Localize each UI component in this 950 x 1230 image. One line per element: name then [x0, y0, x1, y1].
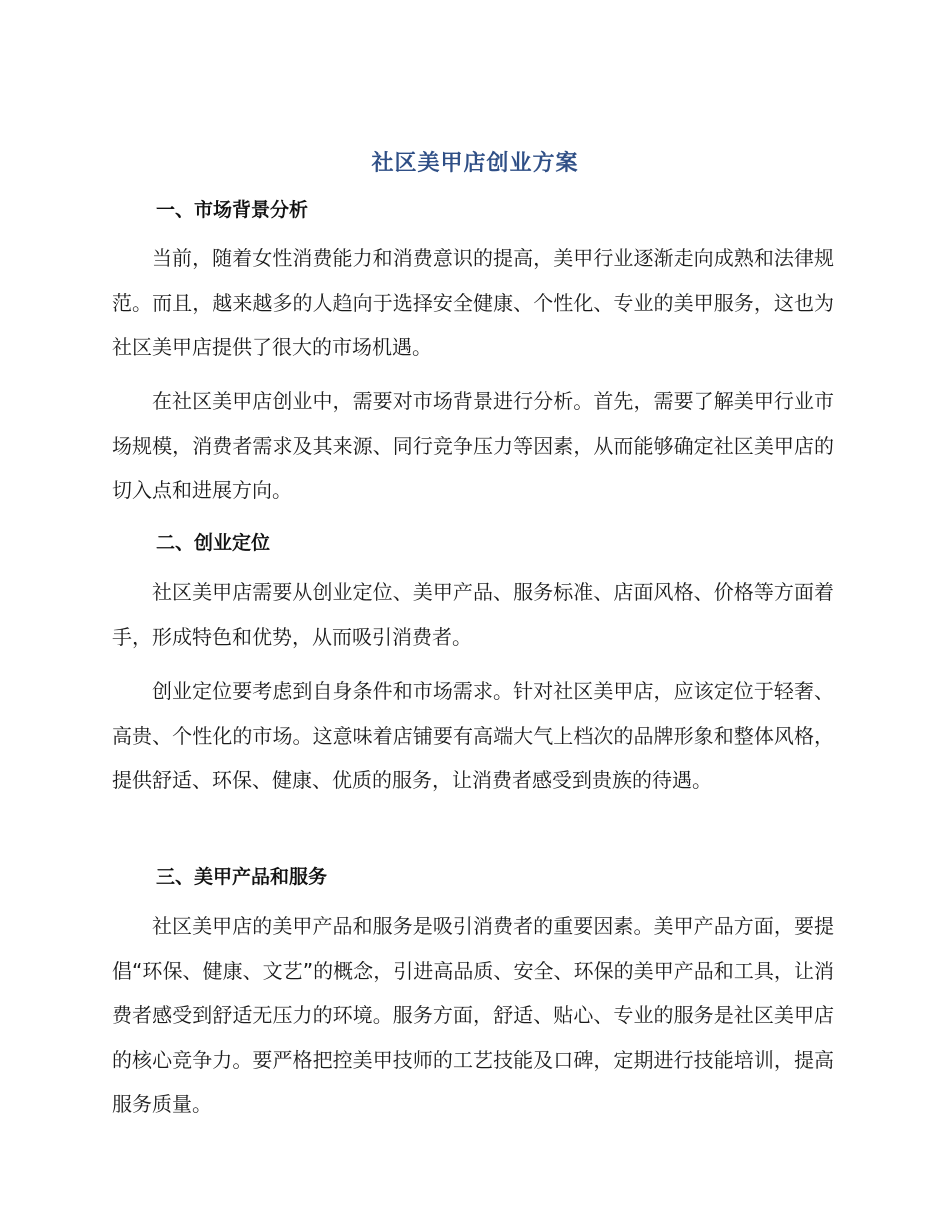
- document-title: 社区美甲店创业方案: [371, 151, 579, 176]
- paragraph: 社区美甲店需要从创业定位、美甲产品、服务标准、店面风格、价格等方面着手，形成特色和优势，从而吸引消费者。: [112, 580, 834, 649]
- section-heading-products: 三、美甲产品和服务: [156, 866, 328, 888]
- paragraph: 当前，随着女性消费能力和消费意识的提高，美甲行业逐渐走向成熟和法律规范。而且，越来越多的人趋向于选择安全健康、个性化、专业的美甲服务，这也为社区美甲店提供了很大的市场机遇。: [112, 246, 834, 359]
- section-heading-market: 一、市场背景分析: [156, 199, 309, 221]
- paragraph: 创业定位要考虑到自身条件和市场需求。针对社区美甲店，应该定位于轻奢、高贵、个性化的市场。这意味着店铺要有高端大气上档次的品牌形象和整体风格，提供舒适、环保、健康、优质的服务，让消费者感受到贵族的待遇。: [112, 679, 834, 792]
- paragraph: 在社区美甲店创业中，需要对市场背景进行分析。首先，需要了解美甲行业市场规模，消费者需求及其来源、同行竞争压力等因素，从而能够确定社区美甲店的切入点和进展方向。: [112, 389, 834, 502]
- section-heading-positioning: 二、创业定位: [156, 532, 271, 554]
- paragraph: 社区美甲店的美甲产品和服务是吸引消费者的重要因素。美甲产品方面，要提倡“环保、健康、文艺”的概念，引进高品质、安全、环保的美甲产品和工具，让消费者感受到舒适无压力的环境。服务方面，舒适、贴心、专业的服务是社区美甲店的核心竞争力。要严格把控美甲技师的工艺技能及口碑，定期进行技能培训，提高服务质量。: [112, 914, 834, 1116]
